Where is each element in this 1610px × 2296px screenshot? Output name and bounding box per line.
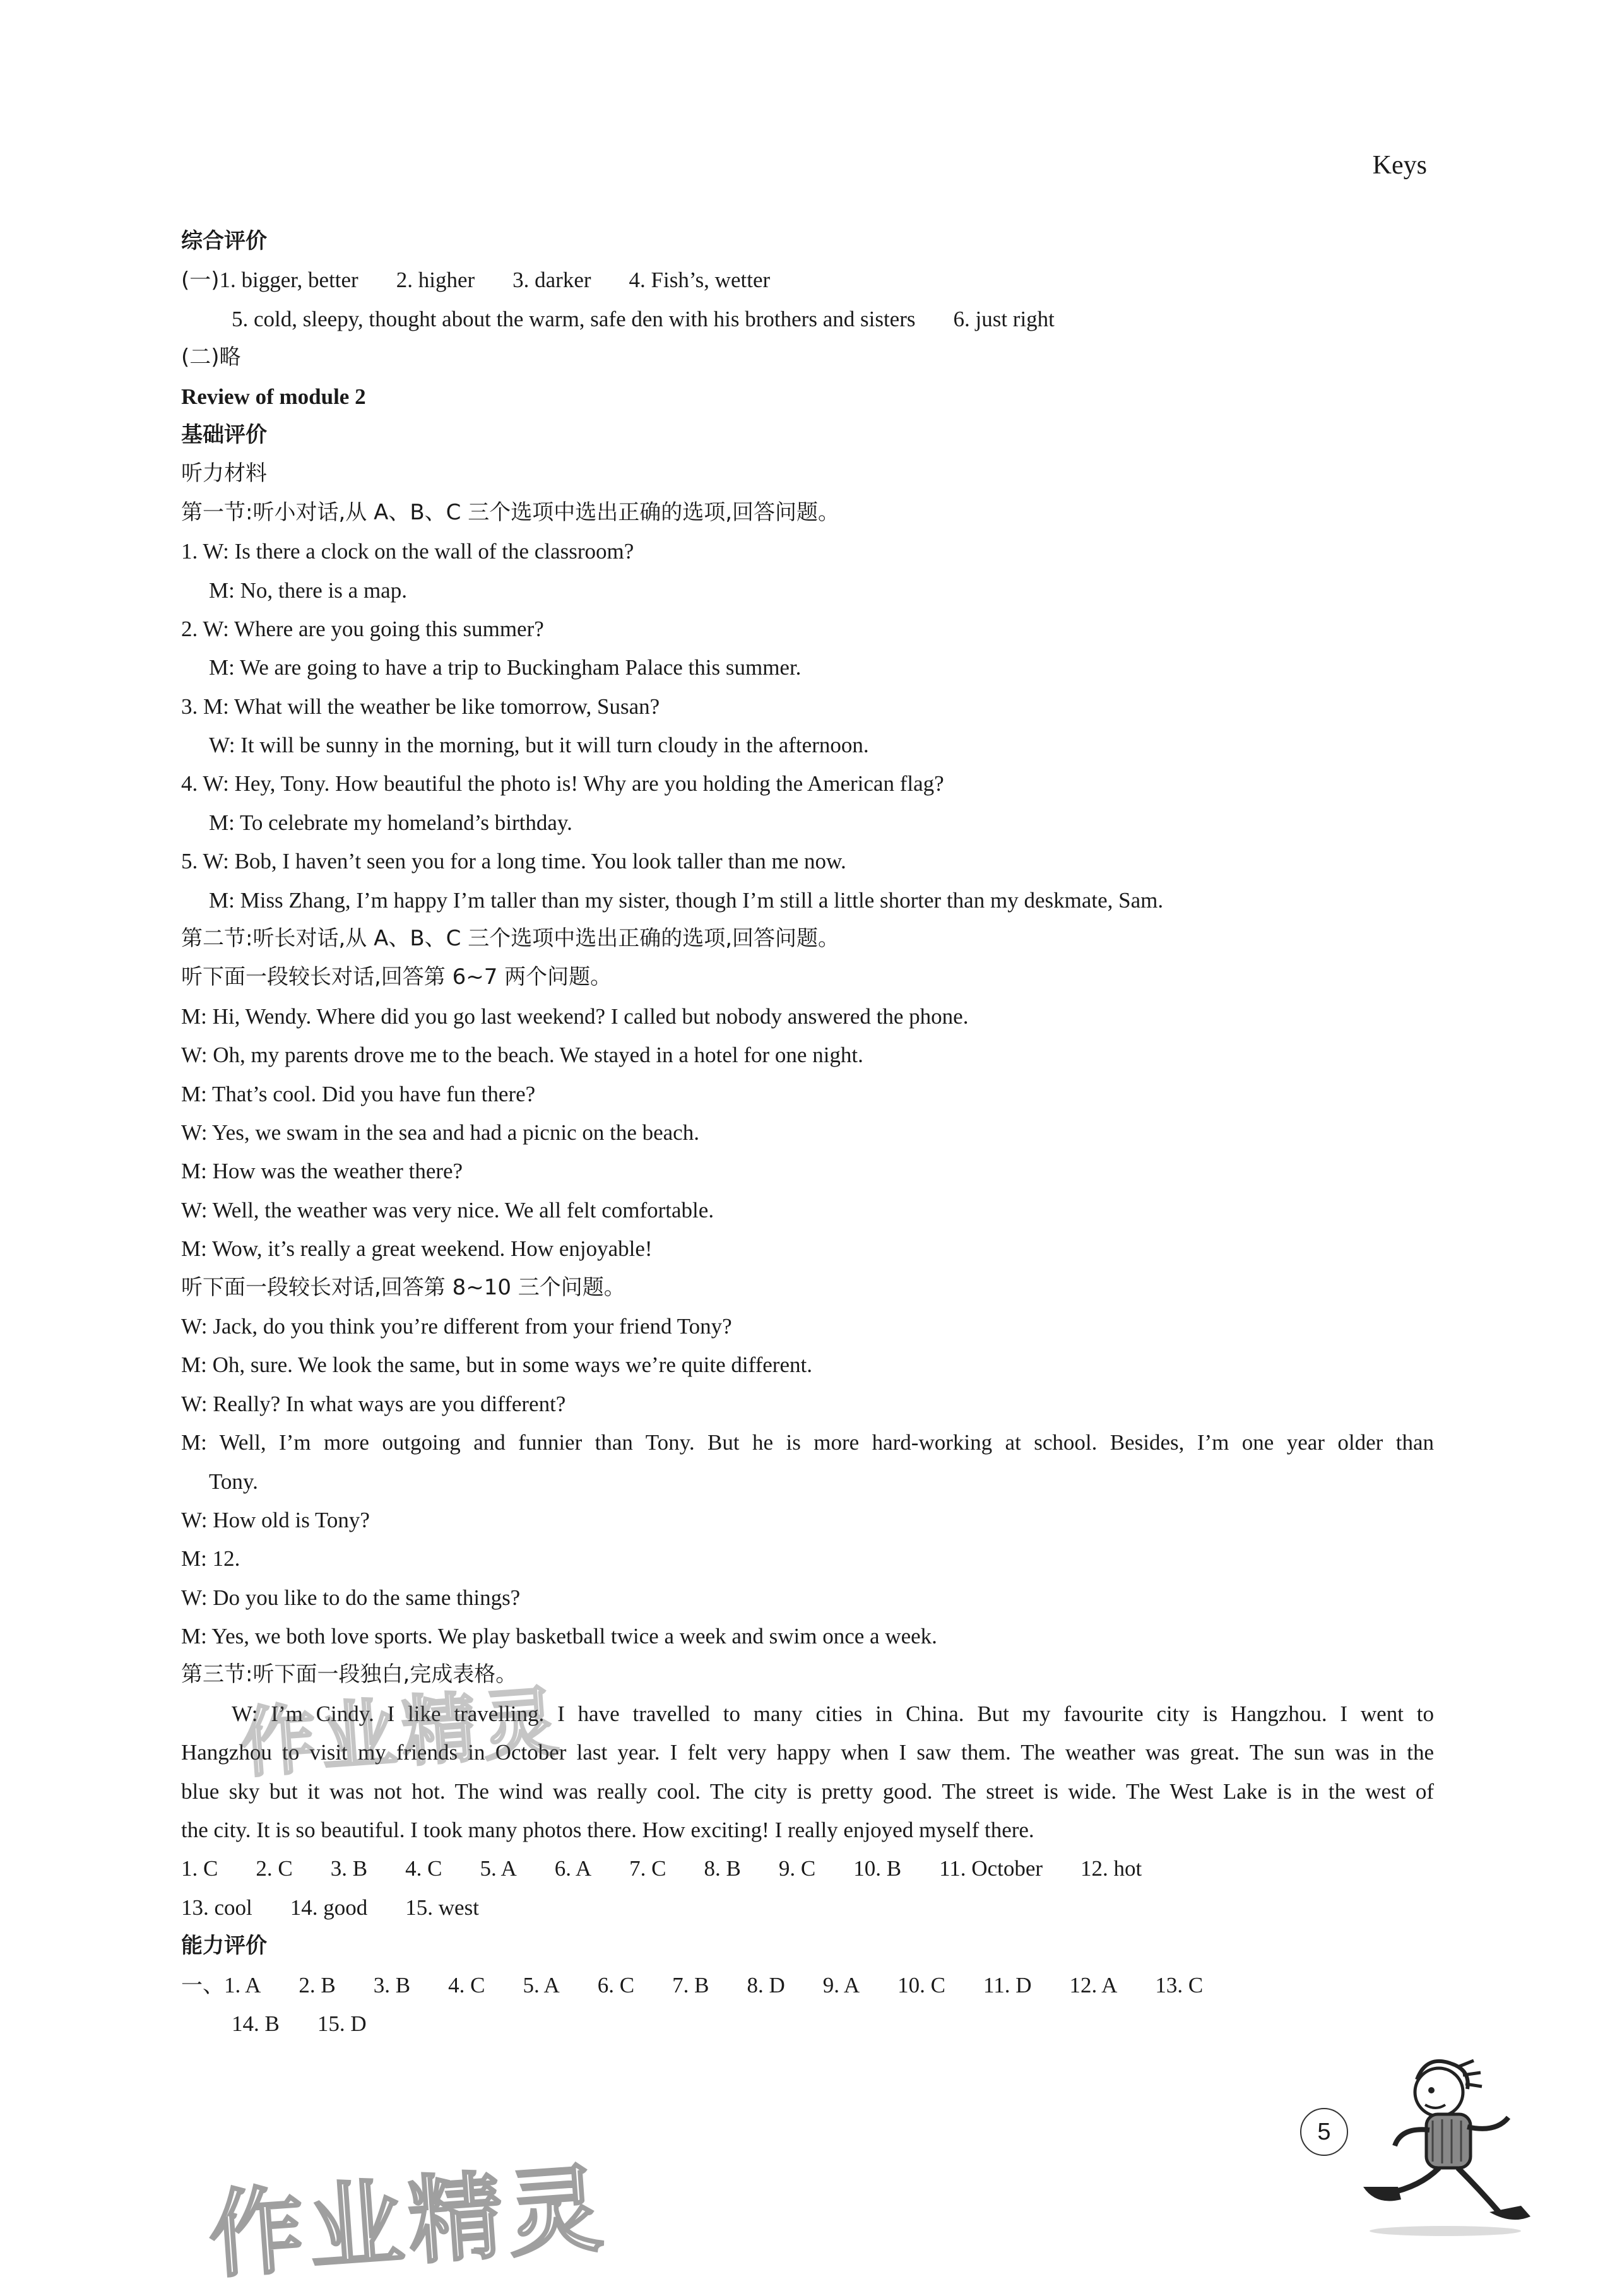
dialogue-line: W: It will be sunny in the morning, but it will turn cloudy in the afternoon. xyxy=(209,733,869,758)
answer-row-ability xyxy=(181,1966,1434,2004)
answer-item: 14. B xyxy=(232,2011,280,2037)
dialogue-line: 1. W: Is there a clock on the wall of the classroom? xyxy=(181,539,634,564)
part2-sub-instruction: 听下面一段较长对话,回答第 6~7 两个问题。 xyxy=(181,964,612,990)
part2-sub-instruction: 听下面一段较长对话,回答第 8~10 三个问题。 xyxy=(181,1274,625,1300)
conversation-line: W: Oh, my parents drove me to the beach. We stayed in a hotel for one night. xyxy=(181,1043,863,1068)
dialogue-line: 4. W: Hey, Tony. How beautiful the photo is! Why are you holding the American flag? xyxy=(181,771,944,796)
answer-item: 2. C xyxy=(256,1856,293,1881)
answer-row-listening-cont xyxy=(181,1888,1434,1927)
answer-item: 15. D xyxy=(317,2011,367,2037)
watermark-logo: 作业精灵 xyxy=(205,2154,612,2292)
answer-item: 2. higher xyxy=(396,268,475,293)
answer-item: 12. A xyxy=(1069,1972,1118,1997)
answer-item: 11. October xyxy=(939,1856,1043,1881)
answer-item: 5. cold, sleepy, thought about the warm, safe den with his brothers and sisters xyxy=(232,306,916,331)
conversation-line: M: Yes, we both love sports. We play basketball twice a week and swim once a week. xyxy=(181,1624,937,1649)
watermark-logo: 作业精灵 xyxy=(237,1678,566,1789)
answer-item: 8. D xyxy=(747,1972,785,1997)
conversation-line: M: How was the weather there? xyxy=(181,1159,463,1184)
answer-item: 11. D xyxy=(983,1972,1032,1997)
conversation-line: W: Yes, we swam in the sea and had a picnic on the beach. xyxy=(181,1120,699,1145)
answer-row-ability-cont xyxy=(181,2004,1434,2043)
conversation-line: W: How old is Tony? xyxy=(181,1507,370,1532)
part2-instruction: 第二节:听长对话,从 A、B、C 三个选项中选出正确的选项,回答问题。 xyxy=(181,926,840,952)
conversation-line: M: Oh, sure. We look the same, but in some ways we’re quite different. xyxy=(181,1352,812,1378)
answer-item: 13. C xyxy=(1155,1972,1204,1997)
answer-item: 10. B xyxy=(853,1856,902,1881)
conversation-line: M: Hi, Wendy. Where did you go last weekend? I called but nobody answered the phone. xyxy=(181,1003,969,1029)
monologue-line: Hangzhou to visit my friends in October last year. I felt very happy when I saw them. The weather was great. The sun was in the xyxy=(181,1740,1434,1765)
conversation-line-cont: Tony. xyxy=(209,1469,258,1494)
part3-instruction: 第三节:听下面一段独白,完成表格。 xyxy=(181,1662,518,1688)
monologue-line: W: I’m Cindy. I like travelling. I have travelled to many cities in China. But my favourite city is Hangzhou. I went to xyxy=(232,1701,1434,1726)
dialogue-line: 5. W: Bob, I haven’t seen you for a long time. You look taller than me now. xyxy=(181,849,846,874)
dialogue-line: 3. M: What will the weather be like tomorrow, Susan? xyxy=(181,694,660,719)
answer-row-part1-cont xyxy=(181,300,1434,338)
answer-item: 7. B xyxy=(672,1972,709,1997)
conversation-line: W: Really? In what ways are you different? xyxy=(181,1391,566,1416)
answer-item: 14. good xyxy=(290,1895,368,1920)
conversation-line: M: That’s cool. Did you have fun there? xyxy=(181,1081,536,1106)
answer-item: 7. C xyxy=(629,1856,666,1881)
part-prefix: (一) xyxy=(181,268,220,293)
answer-item: 1. A xyxy=(224,1972,261,1997)
dialogue-line: M: We are going to have a trip to Buckingham Palace this summer. xyxy=(209,655,802,680)
answer-row-listening xyxy=(181,1849,1434,1888)
subsection-basic: 基础评价 xyxy=(181,422,267,447)
page-header-keys: Keys xyxy=(1372,151,1427,180)
page-number: 5 xyxy=(1300,2108,1348,2156)
part-prefix: 一、 xyxy=(181,1972,224,1998)
answer-part2-omitted: (二)略 xyxy=(181,345,241,370)
dialogue-line: 2. W: Where are you going this summer? xyxy=(181,616,544,641)
answer-item: 4. Fish’s, wetter xyxy=(629,268,771,293)
answer-item: 6. A xyxy=(554,1856,592,1881)
section-title-comprehensive: 综合评价 xyxy=(181,228,267,254)
section-title-review: Review of module 2 xyxy=(181,384,366,409)
answer-item: 15. west xyxy=(405,1895,479,1920)
answer-row-part1 xyxy=(181,261,1434,299)
answer-item: 10. C xyxy=(897,1972,946,1997)
answer-item: 9. C xyxy=(778,1856,816,1881)
answer-item: 3. darker xyxy=(512,268,591,293)
answer-item: 12. hot xyxy=(1080,1856,1142,1881)
conversation-line: M: Well, I’m more outgoing and funnier than Tony. But he is more hard-working at school. Besides, I’m one year older than xyxy=(181,1430,1434,1455)
answer-item: 1. bigger, better xyxy=(219,268,358,293)
conversation-line: W: Jack, do you think you’re different from your friend Tony? xyxy=(181,1313,732,1339)
answer-item: 4. C xyxy=(448,1972,485,1997)
part1-instruction: 第一节:听小对话,从 A、B、C 三个选项中选出正确的选项,回答问题。 xyxy=(181,499,840,525)
running-cartoon-mascot-icon xyxy=(1351,2051,1540,2240)
dialogue-line: M: Miss Zhang, I’m happy I’m taller than my sister, though I’m still a little shorter than my deskmate, Sam. xyxy=(209,887,1164,913)
answer-item: 13. cool xyxy=(181,1895,252,1920)
dialogue-line: M: No, there is a map. xyxy=(209,577,407,603)
answer-item: 8. B xyxy=(704,1856,741,1881)
answer-item: 3. B xyxy=(330,1856,368,1881)
monologue-line: blue sky but it was not hot. The wind was really cool. The city is pretty good. The street is wide. The West Lake is in the west of xyxy=(181,1778,1434,1804)
answer-item: 4. C xyxy=(405,1856,442,1881)
conversation-line: W: Well, the weather was very nice. We all felt comfortable. xyxy=(181,1197,714,1222)
conversation-line: W: Do you like to do the same things? xyxy=(181,1585,521,1610)
answer-item: 6. just right xyxy=(953,306,1055,331)
monologue-line: the city. It is so beautiful. I took many photos there. How exciting! I really enjoyed myself there. xyxy=(181,1818,1034,1843)
subsection-ability: 能力评价 xyxy=(181,1933,267,1959)
answer-item: 5. A xyxy=(523,1972,560,1997)
conversation-line: M: Wow, it’s really a great weekend. How enjoyable! xyxy=(181,1236,653,1262)
answer-item: 9. A xyxy=(822,1972,860,1997)
answer-item: 6. C xyxy=(597,1972,635,1997)
dialogue-line: M: To celebrate my homeland’s birthday. xyxy=(209,810,572,835)
listening-material-label: 听力材料 xyxy=(181,461,267,487)
answer-item: 1. C xyxy=(181,1856,218,1881)
answer-item: 3. B xyxy=(373,1972,411,1997)
answer-item: 5. A xyxy=(480,1856,517,1881)
conversation-line: M: 12. xyxy=(181,1546,240,1571)
answer-item: 2. B xyxy=(299,1972,336,1997)
